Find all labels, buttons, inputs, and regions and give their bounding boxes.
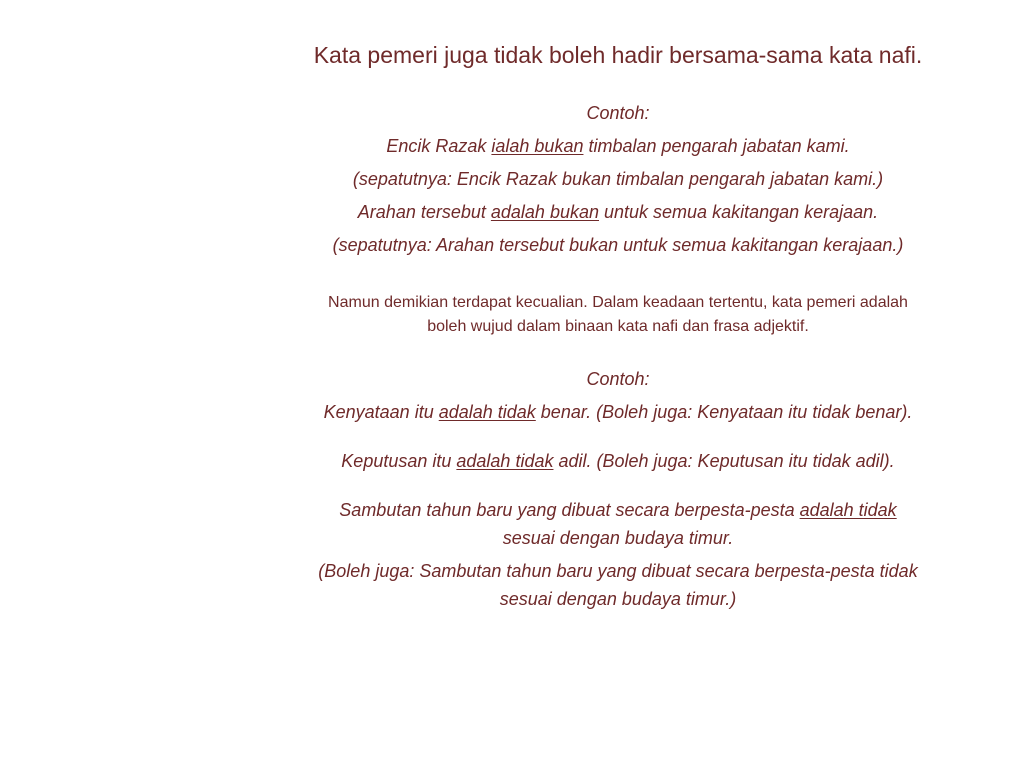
example-3-post: benar. (Boleh juga: Kenyataan itu tidak benar). bbox=[535, 402, 913, 422]
example-2-pre: Arahan tersebut bbox=[357, 202, 491, 222]
example-5-alt-line-2: sesuai dengan budaya timur.) bbox=[499, 589, 737, 609]
example-4-post: adil. (Boleh juga: Keputusan itu tidak adil). bbox=[553, 451, 895, 471]
example-4-pre: Keputusan itu bbox=[341, 451, 457, 471]
example-4-underlined: adalah tidak bbox=[456, 451, 554, 471]
example-1-pre: Encik Razak bbox=[386, 136, 492, 156]
example-2-post: untuk semua kakitangan kerajaan. bbox=[599, 202, 879, 222]
example-2-underlined: adalah bukan bbox=[490, 202, 599, 222]
slide bbox=[262, 0, 1024, 768]
note-line-1: Namun demikian terdapat kecualian. Dalam keadaan tertentu, kata pemeri adalah bbox=[328, 294, 908, 311]
example-5-line-1 bbox=[262, 498, 974, 522]
contoh-label-2: Contoh: bbox=[586, 369, 650, 389]
example-5-alt-line-1: (Boleh juga: Sambutan tahun baru yang dibuat secara berpesta-pesta tidak bbox=[318, 561, 918, 581]
example-3-pre: Kenyataan itu bbox=[323, 402, 439, 422]
example-1-correction: (sepatutnya: Encik Razak bukan timbalan pengarah jabatan kami.) bbox=[352, 169, 884, 189]
example-3-underlined: adalah tidak bbox=[438, 402, 536, 422]
example-4 bbox=[262, 449, 974, 473]
example-1-post: timbalan pengarah jabatan kami. bbox=[583, 136, 850, 156]
note-line-2: boleh wujud dalam binaan kata nafi dan frasa adjektif. bbox=[427, 318, 809, 335]
note-paragraph bbox=[262, 291, 974, 339]
example-5-pre: Sambutan tahun baru yang dibuat secara berpesta-pesta bbox=[339, 500, 800, 520]
example-1-underlined: ialah bukan bbox=[491, 136, 584, 156]
slide-title: Kata pemeri juga tidak boleh hadir bersama-sama kata nafi. bbox=[313, 42, 923, 68]
example-2 bbox=[262, 200, 974, 224]
contoh-label-1: Contoh: bbox=[586, 103, 650, 123]
example-5-underlined: adalah tidak bbox=[799, 500, 897, 520]
example-2-correction: (sepatutnya: Arahan tersebut bukan untuk semua kakitangan kerajaan.) bbox=[332, 235, 904, 255]
example-5-line-2: sesuai dengan budaya timur. bbox=[502, 528, 734, 548]
example-3 bbox=[262, 400, 974, 424]
example-1 bbox=[262, 134, 974, 158]
